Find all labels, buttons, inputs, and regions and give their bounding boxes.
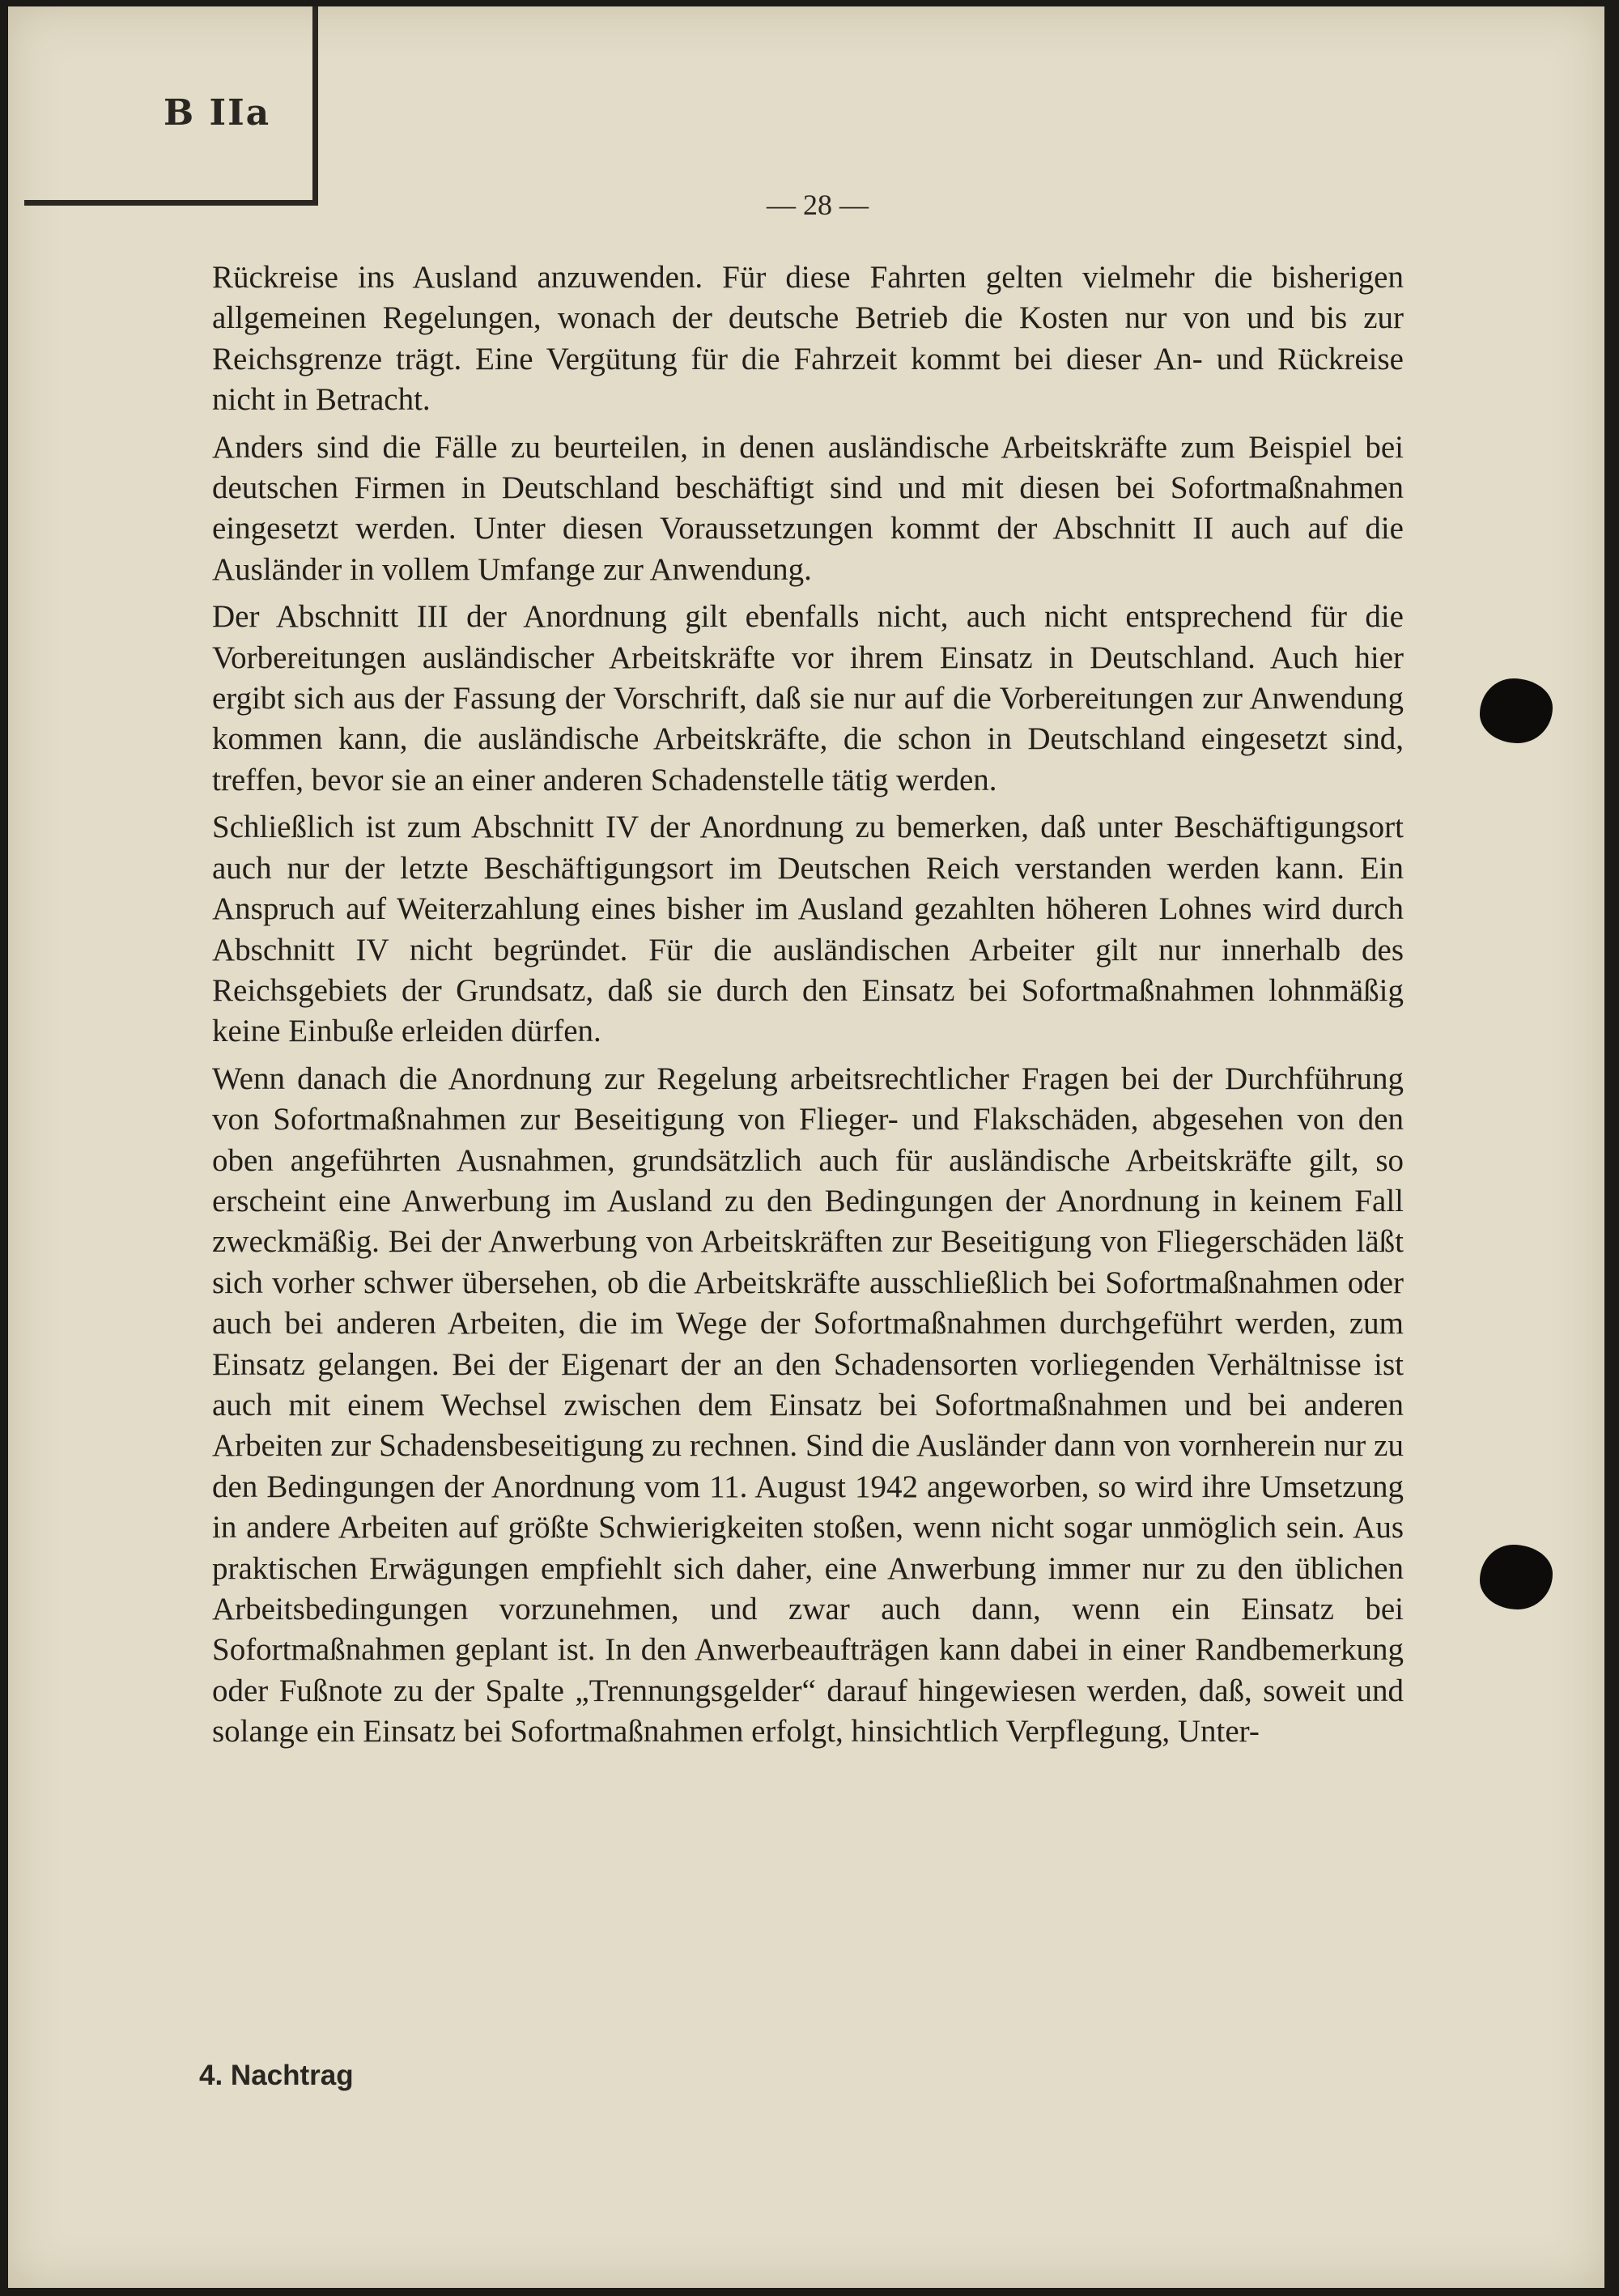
paragraph: Schließlich ist zum Abschnitt IV der Anordnung zu bemerken, daß unter Beschäftigungsort auch nur der letzte Beschäftigungsort im Deutschen Reich verstanden werden kann. Ein Anspruch auf Weiterzahlung eines bisher im Ausland gezahlten höheren Lohnes wird durch Abschnitt IV nicht begründet. Für die ausländischen Arbeiter gilt nur innerhalb des Reichsgebiets der Grundsatz, daß sie durch den Einsatz bei Sofortmaßnahmen lohnmäßig keine Einbuße erleiden dürfen. <box>212 810 1404 1049</box>
paragraph: Wenn danach die Anordnung zur Regelung arbeitsrechtlicher Fragen bei der Durchführung von Sofortmaßnahmen zur Beseitigung von Flieger- und Flakschäden, abgesehen von den oben angeführten Ausnahmen, grundsätzlich auch für ausländische Arbeitskräfte gilt, so erscheint eine Anwerbung im Ausland zu den Bedingungen der Anordnung in keinem Fall zweckmäßig. Bei der Anwerbung von Arbeitskräften zur Beseitigung von Fliegerschäden läßt sich vorher schwer übersehen, ob die Arbeitskräfte ausschließlich bei Sofortmaßnahmen oder auch bei anderen Arbeiten, die im Wege der Sofortmaßnahmen durchgeführt werden, zum Einsatz gelangen. Bei der Eigenart der an den Schadensorten vorliegenden Verhältnisse ist auch mit einem Wechsel zwischen dem Einsatz bei Sofortmaßnahmen und bei anderen Arbeiten zur Schadensbeseitigung zu rechnen. Sind die Ausländer dann von vornherein nur zu den Bedingungen der Anordnung vom 11. August 1942 angeworben, so wird ihre Umsetzung in andere Arbeiten auf größte Schwierigkeiten stoßen, wenn nicht sogar unmöglich sein. Aus praktischen Erwägungen empfiehlt sich daher, eine Anwerbung immer nur zu den üblichen Arbeitsbedingungen vorzunehmen, und zwar auch dann, wenn ein Einsatz bei Sofortmaßnahmen geplant ist. In den Anwerbeaufträgen kann dabei in einer Randbemerkung oder Fußnote zu der Spalte „Trennungsgelder“ darauf hingewiesen werden, daß, soweit und solange ein Einsatz bei Sofortmaßnahmen erfolgt, hinsichtlich Verpflegung, Unter- <box>212 1061 1404 1750</box>
paragraph: Der Abschnitt III der Anordnung gilt ebenfalls nicht, auch nicht entsprechend für die Vorbereitungen ausländischer Arbeitskräfte vor ihrem Einsatz in Deutschland. Auch hier ergibt sich aus der Fassung der Vorschrift, daß sie nur auf die Vorbereitungen zur Anwendung kommen kann, die ausländische Arbeitskräfte, die schon in Deutschland eingesetzt sind, treffen, bevor sie an einer anderen Schadenstelle tätig werden. <box>212 599 1404 797</box>
page-number: — 28 — <box>767 189 869 221</box>
punch-hole-upper <box>1480 678 1553 743</box>
corner-frame-vertical-rule <box>312 6 318 206</box>
paragraph: Anders sind die Fälle zu beurteilen, in denen ausländische Arbeitskräfte zum Beispiel bei deutschen Firmen in Deutschland beschäftigt sind und mit diesen bei Sofortmaßnahmen eingesetzt werden. Unter diesen Voraussetzungen kommt der Abschnitt II auch auf die Ausländer in vollem Umfange zur Anwendung. <box>212 429 1404 587</box>
document-page <box>8 6 1604 2288</box>
section-label: B IIa <box>164 92 271 134</box>
paragraph: Rückreise ins Ausland anzuwenden. Für diese Fahrten gelten vielmehr die bisherigen allgemeinen Regelungen, wonach der deutsche Betrieb die Kosten nur von und bis zur Reichsgrenze trägt. Eine Vergütung für die Fahrzeit kommt bei dieser An- und Rückreise nicht in Betracht. <box>212 260 1404 418</box>
punch-hole-lower <box>1480 1545 1553 1609</box>
footer-label: 4. Nachtrag <box>199 2060 354 2091</box>
body-text <box>212 257 1404 1759</box>
corner-frame-horizontal-rule <box>24 200 318 206</box>
